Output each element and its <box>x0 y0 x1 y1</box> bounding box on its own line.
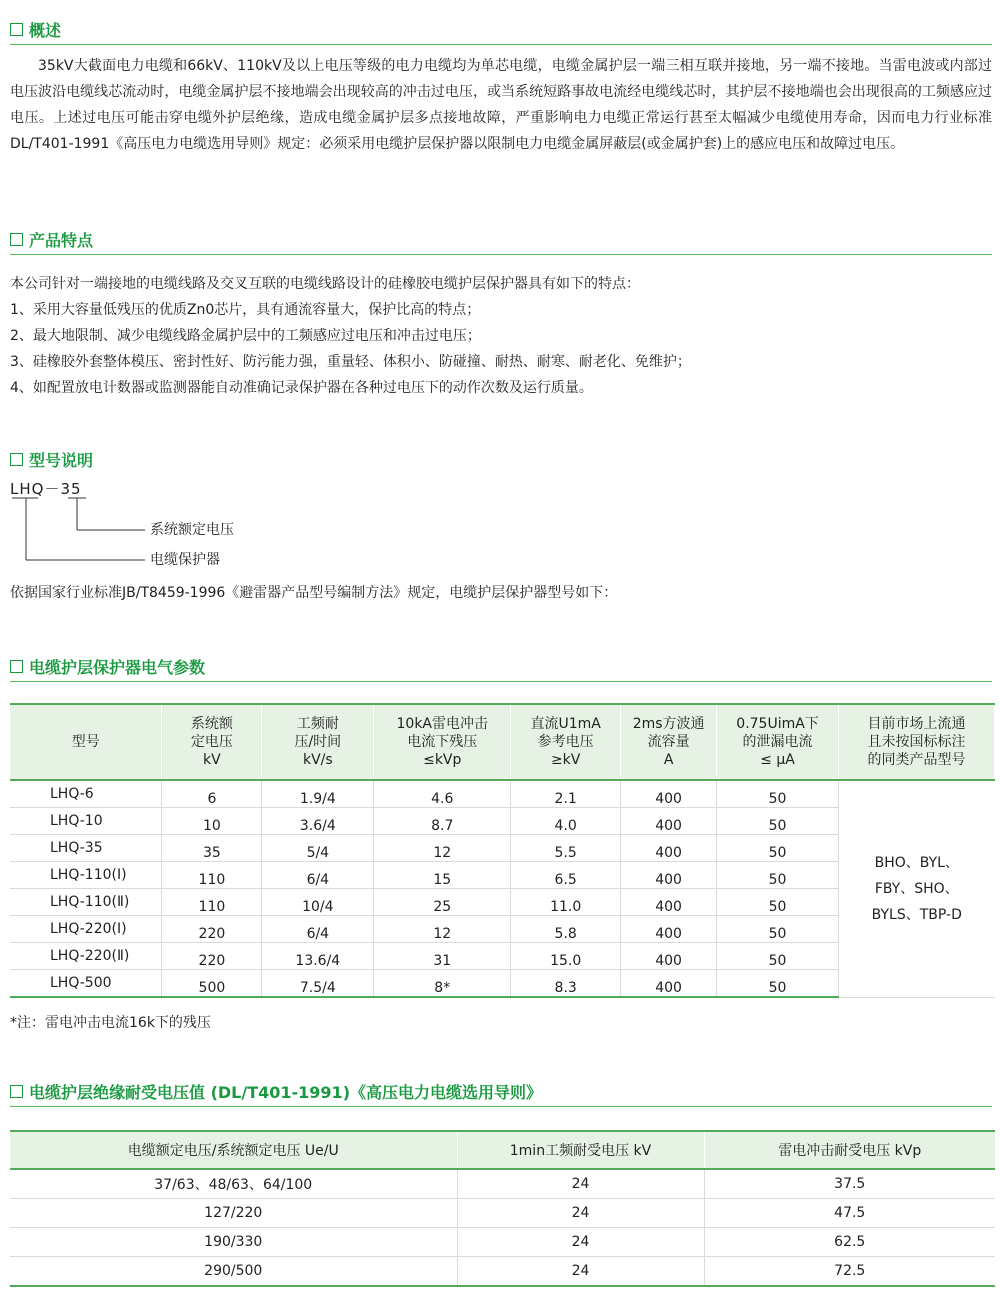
cell: 6/4 <box>262 862 374 889</box>
cell: 7.5/4 <box>262 970 374 998</box>
cell: 11.0 <box>511 889 621 916</box>
model-title: 型号说明 <box>29 450 94 470</box>
overview-section <box>10 16 992 157</box>
cell: 25 <box>374 889 511 916</box>
cell: 110 <box>162 889 262 916</box>
square-icon <box>10 660 23 673</box>
header-square-wave: 2ms方波通 流容量 A <box>621 704 717 780</box>
cell: 15 <box>374 862 511 889</box>
cell: 8* <box>374 970 511 998</box>
cell: LHQ-10 <box>10 808 162 835</box>
cell: 8.3 <box>511 970 621 998</box>
cell: 400 <box>621 835 717 862</box>
cell: LHQ-35 <box>10 835 162 862</box>
header-dc-reference: 直流U1mA 参考电压 ≥kV <box>511 704 621 780</box>
cell: 15.0 <box>511 943 621 970</box>
cell: 72.5 <box>704 1257 995 1287</box>
table-row <box>10 1169 995 1199</box>
divider <box>10 1106 992 1107</box>
params-heading <box>10 653 992 679</box>
feature-item: 1、采用大容量低残压的优质Zn0芯片，具有通流容量大，保护比高的特点； <box>10 302 481 318</box>
header-rated-voltage-ratio: 电缆额定电压/系统额定电压 Ue/U <box>10 1131 457 1169</box>
model-heading <box>10 446 992 472</box>
params-title: 电缆护层保护器电气参数 <box>29 657 206 677</box>
header-1min-withstand: 1min工频耐受电压 kV <box>457 1131 704 1169</box>
cell: 400 <box>621 862 717 889</box>
cell: 50 <box>717 780 839 808</box>
cell: 50 <box>717 970 839 998</box>
cell: 190/330 <box>10 1228 457 1257</box>
cell: 400 <box>621 808 717 835</box>
cell: 400 <box>621 916 717 943</box>
cell: 50 <box>717 889 839 916</box>
cell: LHQ-6 <box>10 780 162 808</box>
cell: 10/4 <box>262 889 374 916</box>
header-same-products: 目前市场上流通 且未按国标标注 的同类产品型号 <box>839 704 995 780</box>
model-diagram <box>10 494 170 574</box>
divider <box>10 254 992 255</box>
label-cable-protector: 电缆保护器 <box>150 552 220 568</box>
table-row <box>10 1228 995 1257</box>
feature-item: 2、最大地限制、减少电缆线路金属护层中的工频感应过电压和冲击过电压； <box>10 328 481 344</box>
table-row <box>10 780 995 808</box>
cell: 5.8 <box>511 916 621 943</box>
same-products-cell: BHO、BYL、 FBY、SHO、 BYLS、TBP-D <box>839 780 995 997</box>
features-section <box>10 226 992 401</box>
cell: 127/220 <box>10 1199 457 1228</box>
label-system-voltage: 系统额定电压 <box>150 522 234 538</box>
cell: 37.5 <box>704 1169 995 1199</box>
overview-heading <box>10 16 992 42</box>
features-intro: 本公司针对一端接地的电缆线路及交叉互联的电缆线路设计的硅橡胶电缆护层保护器具有如下的特点： <box>10 276 640 292</box>
insulation-section <box>10 1078 992 1107</box>
square-icon <box>10 233 23 246</box>
cell: 12 <box>374 835 511 862</box>
feature-item: 4、如配置放电计数器或监测器能自动准确记录保护器在各种过电压下的动作次数及运行质量。 <box>10 380 593 396</box>
model-code: LHQ－35 <box>10 480 82 498</box>
cell: 3.6/4 <box>262 808 374 835</box>
square-icon <box>10 1085 23 1098</box>
cell: LHQ-220(Ⅱ) <box>10 943 162 970</box>
square-icon <box>10 453 23 466</box>
cell: 400 <box>621 889 717 916</box>
cell: LHQ-110(Ⅰ) <box>10 862 162 889</box>
cell: 47.5 <box>704 1199 995 1228</box>
cell: 2.1 <box>511 780 621 808</box>
cell: 500 <box>162 970 262 998</box>
cell: 24 <box>457 1169 704 1199</box>
cell: LHQ-500 <box>10 970 162 998</box>
cell: 50 <box>717 808 839 835</box>
insulation-table <box>10 1130 995 1287</box>
cell: 24 <box>457 1199 704 1228</box>
cell: 220 <box>162 916 262 943</box>
cell: 35 <box>162 835 262 862</box>
cell: 6 <box>162 780 262 808</box>
cell: 4.0 <box>511 808 621 835</box>
features-title: 产品特点 <box>29 230 94 250</box>
feature-item: 3、硅橡胶外套整体模压、密封性好、防污能力强，重量轻、体积小、防碰撞、耐热、耐寒、耐老化、免维护； <box>10 354 691 370</box>
features-heading <box>10 226 992 252</box>
cell: 50 <box>717 835 839 862</box>
cell: 10 <box>162 808 262 835</box>
params-section <box>10 653 992 682</box>
overview-paragraph: 35kV大截面电力电缆和66kV、110kV及以上电压等级的电力电缆均为单芯电缆，电缆金属护层一端三相互联并接地，另一端不接地。当雷电波或内部过电压波沿电缆线芯流动时，电缆金属护层不接地端会出现较高的冲击过电压，或当系统短路事故电流经电缆线芯时，其护层不接地端也会出现很高的工频感应过电压。上述过电压可能击穿电缆外护层绝缘，造成电缆金属护层多点接地故障，严重影响电力电缆正常运行甚至太幅减少电缆使用寿命，因而电力行业标准DL/T401-1991《高压电力电缆选用导则》规定：必须采用电缆护层保护器以限制电力电缆金属屏蔽层(或金属护套)上的感应电压和故障过电压。 <box>10 58 992 152</box>
cell: 8.7 <box>374 808 511 835</box>
cell: LHQ-110(Ⅱ) <box>10 889 162 916</box>
header-leakage: 0.75UimA下 的泄漏电流 ≤ μA <box>717 704 839 780</box>
divider <box>10 681 992 682</box>
cell: 5.5 <box>511 835 621 862</box>
cell: 50 <box>717 862 839 889</box>
cell: 5/4 <box>262 835 374 862</box>
cell: 50 <box>717 916 839 943</box>
table-row <box>10 1199 995 1228</box>
table-row <box>10 1257 995 1287</box>
cell: 400 <box>621 970 717 998</box>
cell: 13.6/4 <box>262 943 374 970</box>
cell: LHQ-220(Ⅰ) <box>10 916 162 943</box>
header-lightning-withstand: 雷电冲击耐受电压 kVp <box>704 1131 995 1169</box>
cell: 290/500 <box>10 1257 457 1287</box>
cell: 400 <box>621 943 717 970</box>
cell: 24 <box>457 1257 704 1287</box>
cell: 4.6 <box>374 780 511 808</box>
header-withstand: 工频耐 压/时间 kV/s <box>262 704 374 780</box>
overview-title: 概述 <box>29 20 62 40</box>
insulation-header-row <box>10 1131 995 1169</box>
insulation-heading <box>10 1078 992 1104</box>
cell: 24 <box>457 1228 704 1257</box>
header-rated-voltage: 系统额 定电压 kV <box>162 704 262 780</box>
params-table <box>10 703 995 998</box>
cell: 62.5 <box>704 1228 995 1257</box>
cell: 6/4 <box>262 916 374 943</box>
cell: 50 <box>717 943 839 970</box>
model-section <box>10 446 992 472</box>
params-footnote: *注：雷电冲击电流16k下的残压 <box>10 1015 211 1031</box>
cell: 400 <box>621 780 717 808</box>
cell: 220 <box>162 943 262 970</box>
square-icon <box>10 23 23 36</box>
header-model: 型号 <box>10 704 162 780</box>
divider <box>10 44 992 45</box>
header-residual-voltage: 10kA雷电冲击 电流下残压 ≤kVp <box>374 704 511 780</box>
insulation-title: 电缆护层绝缘耐受电压值 (DL/T401-1991)《高压电力电缆选用导则》 <box>29 1082 543 1102</box>
cell: 12 <box>374 916 511 943</box>
cell: 1.9/4 <box>262 780 374 808</box>
cell: 6.5 <box>511 862 621 889</box>
params-header-row <box>10 704 995 780</box>
cell: 110 <box>162 862 262 889</box>
cell: 31 <box>374 943 511 970</box>
cell: 37/63、48/63、64/100 <box>10 1169 457 1199</box>
model-standard-note: 依据国家行业标准JB/T8459-1996《避雷器产品型号编制方法》规定，电缆护层保护器型号如下： <box>10 585 618 601</box>
